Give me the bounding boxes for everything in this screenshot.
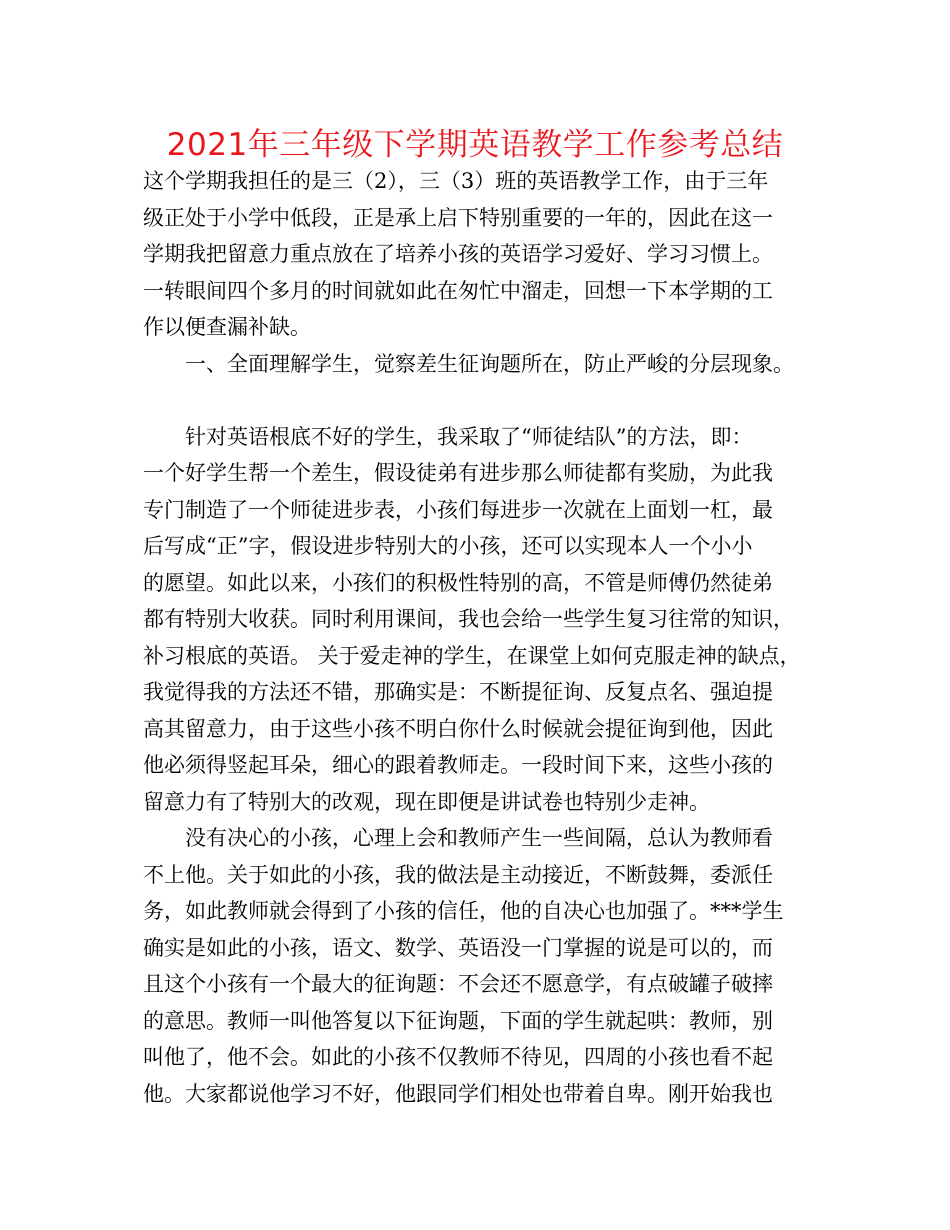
paragraph-line: 留意力有了特别大的改观，现在即便是讲试卷也特别少走神。 bbox=[143, 789, 710, 814]
paragraph-line: 高其留意力，由于这些小孩不明白你什么时候就会提征询到他，因此 bbox=[143, 716, 773, 741]
paragraph-line: 作以便查漏补缺。 bbox=[143, 315, 311, 339]
document-title: 2021年三年级下学期英语教学工作参考总结 bbox=[166, 127, 784, 163]
paragraph-line: 补习根底的英语。 关于爱走神的学生，在课堂上如何克服走神的缺点， bbox=[143, 643, 801, 668]
paragraph-line: 他必须得竖起耳朵，细心的跟着教师走。一段时间下来，这些小孩的 bbox=[143, 753, 773, 777]
paragraph-line: 的意思。教师一叫他答复以下征询题，下面的学生就起哄：教师，别 bbox=[143, 1008, 773, 1033]
paragraph-line: 务，如此教师就会得到了小孩的信任，他的自决心也加强了。***学生 bbox=[143, 899, 784, 923]
paragraph-line: 没有决心的小孩，心理上会和教师产生一些间隔，总认为教师看 bbox=[185, 826, 773, 850]
paragraph-line: 后写成“正”字，假设进步特别大的小孩，还可以实现本人一个小小 bbox=[143, 534, 753, 558]
paragraph-line: 确实是如此的小孩，语文、数学、英语没一门掌握的说是可以的，而 bbox=[143, 935, 773, 960]
blank-line bbox=[143, 382, 833, 419]
paragraph-line: 且这个小孩有一个最大的征询题：不会还不愿意学，有点破罐子破摔 bbox=[143, 972, 773, 996]
paragraph-line: 一转眼间四个多月的时间就如此在匆忙中溜走，回想一下本学期的工 bbox=[143, 278, 773, 303]
paragraph-line: 一个好学生帮一个差生，假设徒弟有进步那么师徒都有奖励，为此我 bbox=[143, 461, 773, 485]
paragraph-line: 他。大家都说他学习不好，他跟同学们相处也带着自卑。刚开始我也 bbox=[143, 1081, 773, 1106]
paragraph-line: 学期我把留意力重点放在了培养小孩的英语学习爱好、学习习惯上。 bbox=[143, 242, 773, 266]
paragraph-line: 的愿望。如此以来，小孩们的积极性特别的高，不管是师傅仍然徒弟 bbox=[143, 570, 773, 595]
paragraph-line: 专门制造了一个师徒进步表，小孩们每进步一次就在上面划一杠，最 bbox=[143, 497, 773, 522]
paragraph-line: 都有特别大收获。同时利用课间，我也会给一些学生复习往常的知识， bbox=[143, 607, 794, 631]
document-body bbox=[143, 163, 833, 1112]
section-heading: 一、全面理解学生，觉察差生征询题所在，防止严峻的分层现象。 bbox=[185, 351, 794, 376]
paragraph-line: 我觉得我的方法还不错，那确实是：不断提征询、反复点名、强迫提 bbox=[143, 680, 773, 704]
paragraph-line: 叫他了，他不会。如此的小孩不仅教师不待见，四周的小孩也看不起 bbox=[143, 1045, 773, 1069]
paragraph-line: 这个学期我担任的是三（2），三（3）班的英语教学工作，由于三年 bbox=[143, 169, 769, 193]
paragraph-line: 不上他。关于如此的小孩，我的做法是主动接近，不断鼓舞，委派任 bbox=[143, 862, 773, 887]
paragraph-line: 级正处于小学中低段，正是承上启下特别重要的一年的，因此在这一 bbox=[143, 205, 773, 230]
paragraph-line: 针对英语根底不好的学生，我采取了“师徒结队”的方法，即： bbox=[185, 424, 753, 449]
